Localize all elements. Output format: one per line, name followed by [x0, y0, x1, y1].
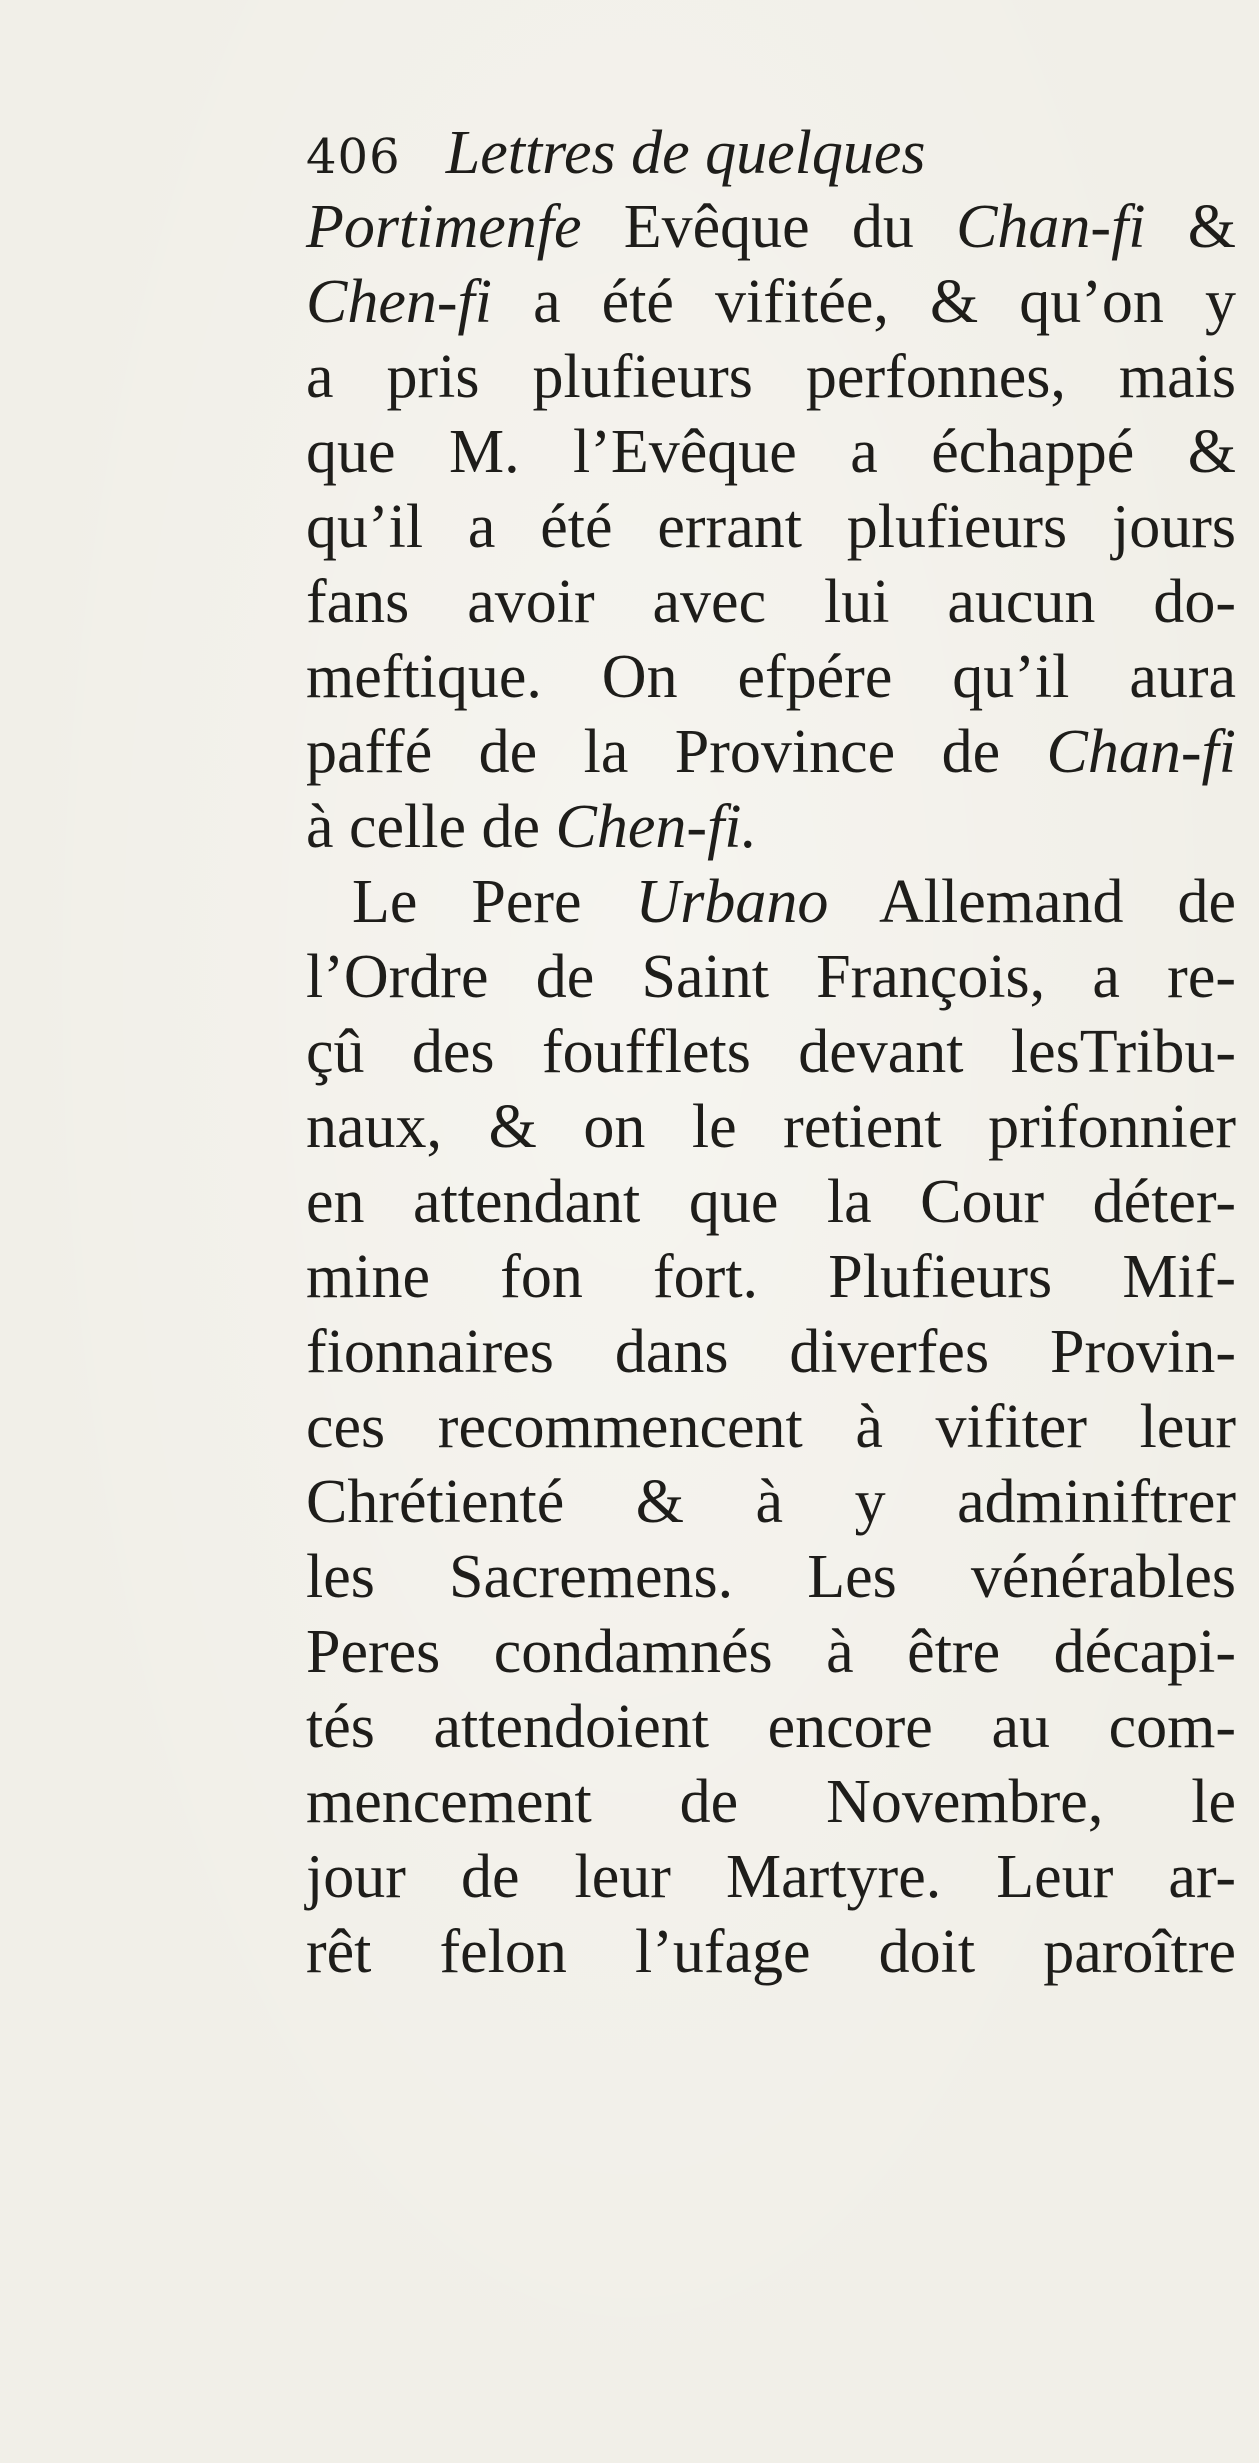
text-line [306, 790, 1236, 865]
text-line: fans avoir avec lui aucun do- [306, 568, 1236, 636]
text-line: les Sacremens. Les vénérables [306, 1543, 1236, 1611]
text-line: l’Ordre de Saint François, a re- [306, 943, 1236, 1011]
italic-phrase: Chan-fi [1046, 718, 1236, 786]
text-line [306, 265, 1236, 340]
running-head: Lettres de quelques [445, 119, 926, 187]
line-text: a été vifitée, & qu’on y [491, 268, 1236, 336]
line-text: & [1145, 193, 1236, 261]
text-line: mencement de Novembre, le [306, 1768, 1236, 1836]
text-line: tés attendoient encore au com- [306, 1693, 1236, 1761]
text-line [306, 715, 1236, 790]
line-text: Le Pere [352, 868, 636, 936]
text-line: naux, & on le retient prifonnier [306, 1093, 1236, 1161]
line-text: à celle de [306, 793, 556, 861]
text-line: rêt felon l’ufage doit paroître [306, 1918, 1236, 1986]
italic-phrase: Chan-fi [956, 193, 1146, 261]
line-text: Allemand de [828, 868, 1236, 936]
italic-phrase: Chen-fi [306, 268, 492, 336]
text-line: Chrétienté & à y adminiftrer [306, 1468, 1236, 1536]
line-text: paffé de la Province de [306, 718, 1047, 786]
text-line: jour de leur Martyre. Leur ar- [306, 1843, 1236, 1911]
italic-phrase: Chen-fi. [555, 793, 758, 861]
text-line [306, 865, 1236, 940]
page-number: 406 [306, 129, 401, 185]
text-line: Peres condamnés à être décapi- [306, 1618, 1236, 1686]
body-text [306, 190, 1236, 1990]
text-line: qu’il a été errant plufieurs jours [306, 493, 1236, 561]
text-line: ces recommencent à vifiter leur [306, 1393, 1236, 1461]
italic-phrase: Urbano [635, 868, 829, 936]
text-line: fionnaires dans diverfes Provin- [306, 1318, 1236, 1386]
italic-phrase: Portimenfe [306, 193, 582, 261]
page-header [306, 118, 926, 188]
text-line: çû des foufflets devant lesTribu- [306, 1018, 1236, 1086]
text-line: en attendant que la Cour déter- [306, 1168, 1236, 1236]
text-line: que M. l’Evêque a échappé & [306, 418, 1236, 486]
line-text: Evêque du [581, 193, 957, 261]
text-line: meftique. On efpére qu’il aura [306, 643, 1236, 711]
text-line: a pris plufieurs perfonnes, mais [306, 343, 1236, 411]
text-line: mine fon fort. Plufieurs Mif- [306, 1243, 1236, 1311]
text-line [306, 190, 1236, 265]
